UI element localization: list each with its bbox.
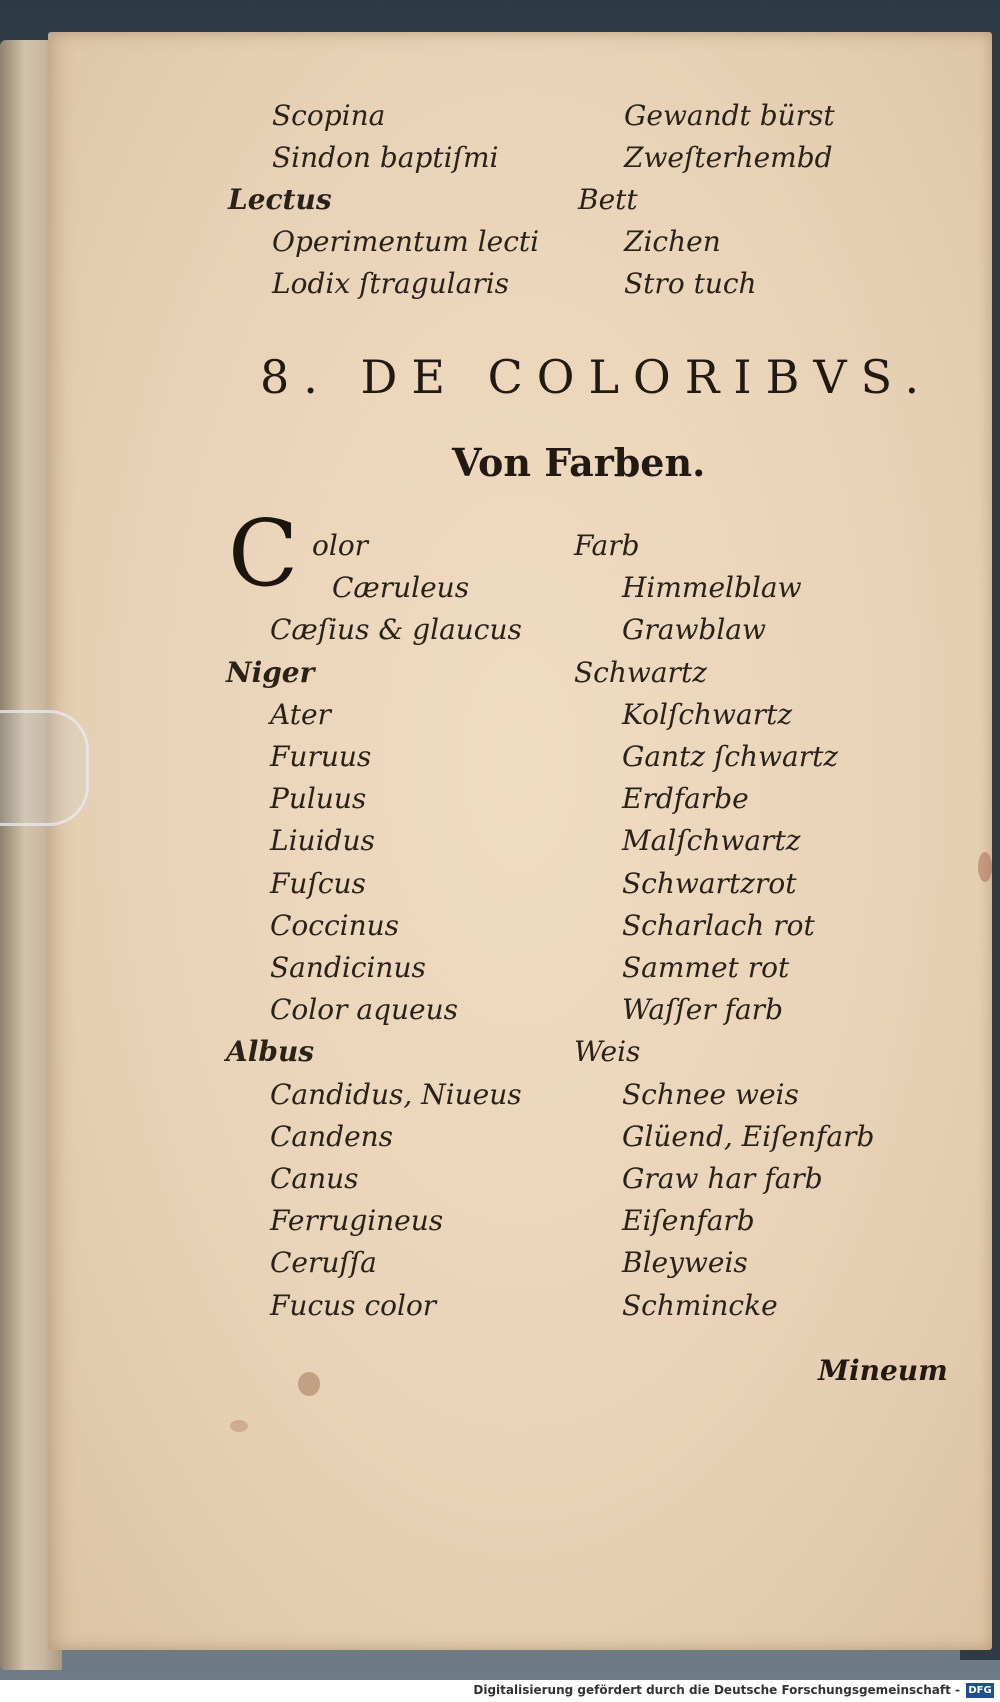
latin-term: Coccinus bbox=[270, 908, 400, 942]
page-clip bbox=[0, 710, 89, 826]
german-term: Stro tuch bbox=[624, 267, 757, 300]
german-term: Malſchwartz bbox=[622, 824, 801, 858]
german-term: Zichen bbox=[624, 225, 721, 258]
german-term: Weis bbox=[574, 1035, 641, 1069]
latin-term: Albus bbox=[226, 1035, 315, 1069]
german-term: Scharlach rot bbox=[622, 908, 815, 942]
german-term: Schwartzrot bbox=[622, 866, 797, 900]
latin-term: Furuus bbox=[270, 740, 372, 773]
latin-term: Ater bbox=[270, 697, 331, 731]
german-term: Zweſterhembd bbox=[624, 141, 833, 174]
latin-term: Scopina bbox=[272, 99, 386, 132]
drop-cap-initial: C bbox=[228, 500, 299, 607]
latin-term: olor bbox=[312, 529, 369, 562]
german-term: Schmincke bbox=[622, 1288, 778, 1322]
german-term: Erdfarbe bbox=[622, 782, 749, 816]
german-term: Kolſchwartz bbox=[622, 697, 793, 731]
latin-term: Fucus color bbox=[270, 1288, 437, 1322]
book-page bbox=[48, 32, 992, 1650]
latin-term: Cæſius & glaucus bbox=[270, 613, 522, 647]
section-subtitle: Von Farben. bbox=[452, 440, 706, 485]
section-heading bbox=[260, 350, 934, 404]
german-term: Eiſenfarb bbox=[622, 1204, 755, 1238]
german-term: Bleyweis bbox=[622, 1246, 748, 1280]
latin-term: Operimentum lecti bbox=[272, 225, 540, 258]
latin-term: Lodix ſtragularis bbox=[272, 267, 510, 300]
german-term: Himmelblaw bbox=[622, 571, 802, 605]
funding-credit: Digitalisierung gefördert durch die Deutsche Forschungsgemeinschaft - bbox=[473, 1683, 960, 1697]
german-term: Graw har farb bbox=[622, 1162, 823, 1195]
latin-term: Niger bbox=[226, 655, 315, 689]
ink-stain bbox=[230, 1420, 248, 1432]
german-term: Sammet rot bbox=[622, 951, 790, 984]
german-term: Schnee weis bbox=[622, 1077, 799, 1111]
german-term: Waſſer farb bbox=[622, 993, 783, 1027]
section-title: DE COLORIBVS. bbox=[360, 350, 934, 404]
section-number: 8. bbox=[260, 350, 332, 404]
latin-term: Lectus bbox=[228, 183, 332, 216]
german-term: Gantz ſchwartz bbox=[622, 740, 839, 773]
latin-term: Liuidus bbox=[270, 824, 375, 858]
latin-term: Canus bbox=[270, 1162, 359, 1195]
catchword: Mineum bbox=[818, 1354, 948, 1387]
latin-term: Ferrugineus bbox=[270, 1204, 444, 1238]
ink-stain bbox=[298, 1372, 320, 1396]
latin-term: Color aqueus bbox=[270, 993, 459, 1027]
latin-term: Sindon baptiſmi bbox=[272, 141, 499, 174]
latin-term: Candens bbox=[270, 1119, 394, 1153]
german-term: Farb bbox=[574, 529, 640, 562]
latin-term: Ceruſſa bbox=[270, 1246, 377, 1280]
latin-term: Candidus, Niueus bbox=[270, 1077, 522, 1111]
german-term: Gewandt bürst bbox=[624, 99, 835, 132]
latin-term: Cæruleus bbox=[332, 571, 470, 605]
latin-term: Puluus bbox=[270, 782, 367, 816]
german-term: Glüend, Eiſenfarb bbox=[622, 1119, 875, 1153]
latin-term: Sandicinus bbox=[270, 951, 426, 984]
dfg-logo: DFG bbox=[966, 1683, 994, 1698]
german-term: Schwartz bbox=[574, 655, 707, 689]
latin-term: Fuſcus bbox=[270, 866, 366, 900]
german-term: Bett bbox=[578, 183, 638, 216]
german-term: Grawblaw bbox=[622, 613, 766, 647]
ink-stain bbox=[978, 852, 992, 882]
digitization-footer bbox=[0, 1680, 1000, 1702]
